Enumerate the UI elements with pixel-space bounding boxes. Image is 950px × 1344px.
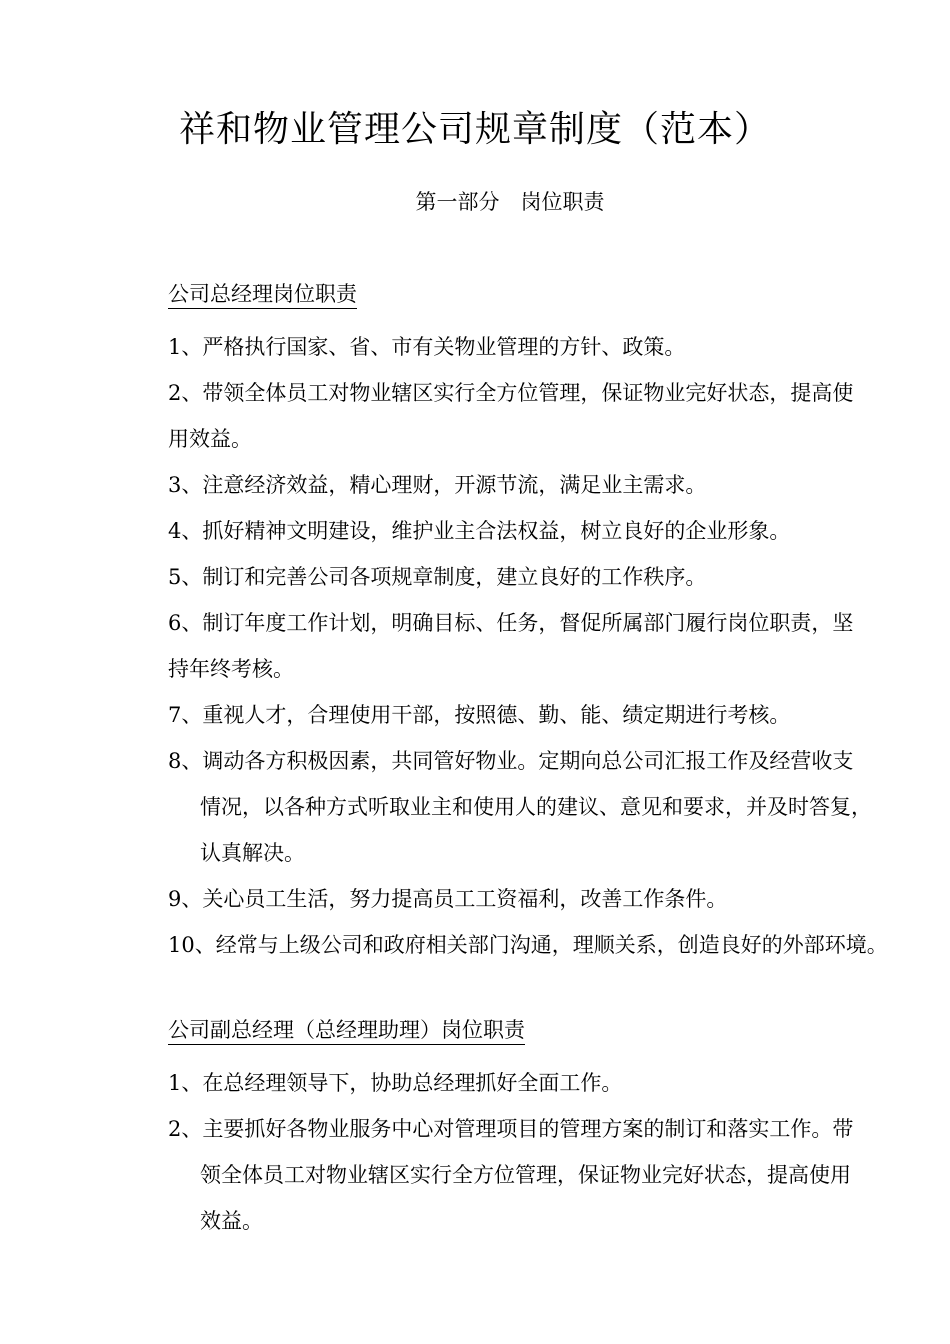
list-item: 1、严格执行国家、省、市有关物业管理的方针、政策。 — [168, 335, 686, 359]
list-item: 8、调动各方积极因素，共同管好物业。定期向总公司汇报工作及经营收支 情况，以各种方式听取业主和使用人的建议、意见和要求，并及时答复， 认真解决。 — [168, 749, 872, 865]
section-deputy-general-manager — [168, 1014, 868, 1244]
list-item: 2、主要抓好各物业服务中心对管理项目的管理方案的制订和落实工作。带 领全体员工对物业辖区实行全方位管理，保证物业完好状态，提高使用 效益。 — [168, 1117, 854, 1233]
list-item: 5、制订和完善公司各项规章制度，建立良好的工作秩序。 — [168, 565, 707, 589]
section-heading: 公司总经理岗位职责 — [168, 278, 868, 310]
list-item: 1、在总经理领导下，协助总经理抓好全面工作。 — [168, 1071, 623, 1095]
list-item: 9、关心员工生活，努力提高员工工资福利，改善工作条件。 — [168, 887, 728, 911]
list-item: 7、重视人才，合理使用干部，按照德、勤、能、绩定期进行考核。 — [168, 703, 791, 727]
list-item: 4、抓好精神文明建设，维护业主合法权益，树立良好的企业形象。 — [168, 519, 791, 543]
list-item: 6、制订年度工作计划，明确目标、任务，督促所属部门履行岗位职责，坚 持年终考核。 — [168, 611, 854, 681]
document-title: 祥和物业管理公司规章制度（范本） — [178, 109, 771, 150]
section-general-manager — [168, 278, 888, 968]
section-heading: 公司副总经理（总经理助理）岗位职责 — [168, 1014, 868, 1046]
list-item: 2、带领全体员工对物业辖区实行全方位管理，保证物业完好状态，提高使 用效益。 — [168, 381, 854, 451]
list-item: 10、经常与上级公司和政府相关部门沟通，理顺关系，创造良好的外部环境。 — [168, 933, 888, 957]
list-item: 3、注意经济效益，精心理财，开源节流，满足业主需求。 — [168, 473, 707, 497]
part-title: 第一部分 岗位职责 — [415, 190, 605, 214]
